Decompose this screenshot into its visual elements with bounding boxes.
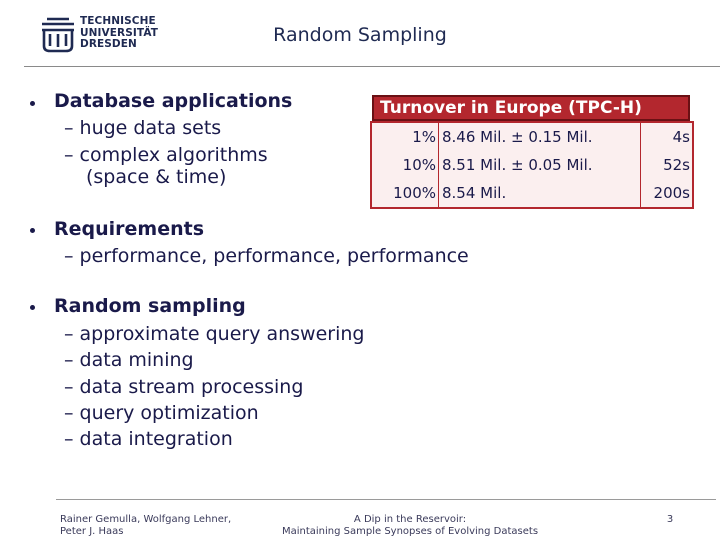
logo-line-3: DRESDEN: [80, 38, 137, 50]
table-row: [372, 179, 692, 207]
logo-line-1: TECHNISCHE: [80, 15, 156, 27]
bullet-dot: [30, 305, 35, 310]
subitem-complex-algorithms: – complex algorithms: [64, 144, 268, 166]
sample-percent: 1%: [412, 128, 436, 146]
footer-talk-title: [260, 514, 560, 538]
tpch-result-box: [370, 93, 694, 209]
subitem-data-integration: – data integration: [64, 428, 233, 450]
logo-line-2: UNIVERSITÄT: [80, 26, 158, 39]
estimate-value: 8.51 Mil. ± 0.05 Mil.: [442, 156, 593, 174]
footer-talk-line-1: A Dip in the Reservoir:: [353, 514, 467, 525]
title-divider: [24, 66, 720, 67]
footer-divider: [56, 499, 716, 500]
subitem-approximate-query-answering: – approximate query answering: [64, 323, 365, 345]
table-row: [372, 151, 692, 179]
bullet-database-applications: Database applications: [54, 90, 293, 112]
subitem-data-stream-processing: – data stream processing: [64, 376, 304, 398]
estimate-value: 8.46 Mil. ± 0.15 Mil.: [442, 128, 593, 146]
runtime-value: 200s: [653, 184, 690, 202]
subitem-data-mining: – data mining: [64, 349, 194, 371]
bullet-random-sampling: Random sampling: [54, 295, 246, 317]
bullet-dot: [30, 228, 35, 233]
estimate-value: 8.54 Mil.: [442, 184, 507, 202]
bullet-dot: [30, 101, 35, 106]
bullet-requirements: Requirements: [54, 218, 205, 240]
runtime-value: 52s: [663, 156, 690, 174]
subitem-query-optimization: – query optimization: [64, 402, 259, 424]
footer-authors: [60, 514, 231, 538]
sample-percent: 10%: [402, 156, 436, 174]
footer-authors-line-2: Peter J. Haas: [60, 526, 124, 537]
tpch-box-title: Turnover in Europe (TPC-H): [372, 95, 690, 121]
tpch-box-table: [370, 121, 694, 209]
footer-talk-line-2: Maintaining Sample Synopses of Evolving Datasets: [281, 526, 539, 537]
sample-percent: 100%: [393, 184, 436, 202]
subitem-performance: – performance, performance, performance: [64, 245, 469, 267]
subitem-huge-data-sets: – huge data sets: [64, 117, 222, 139]
table-row: [372, 123, 692, 151]
footer-authors-line-1: Rainer Gemulla, Wolfgang Lehner,: [60, 514, 232, 525]
subitem-space-time: (space & time): [86, 166, 227, 188]
page-number: 3: [666, 514, 674, 525]
slide-title: Random Sampling: [273, 24, 447, 46]
runtime-value: 4s: [672, 128, 690, 146]
